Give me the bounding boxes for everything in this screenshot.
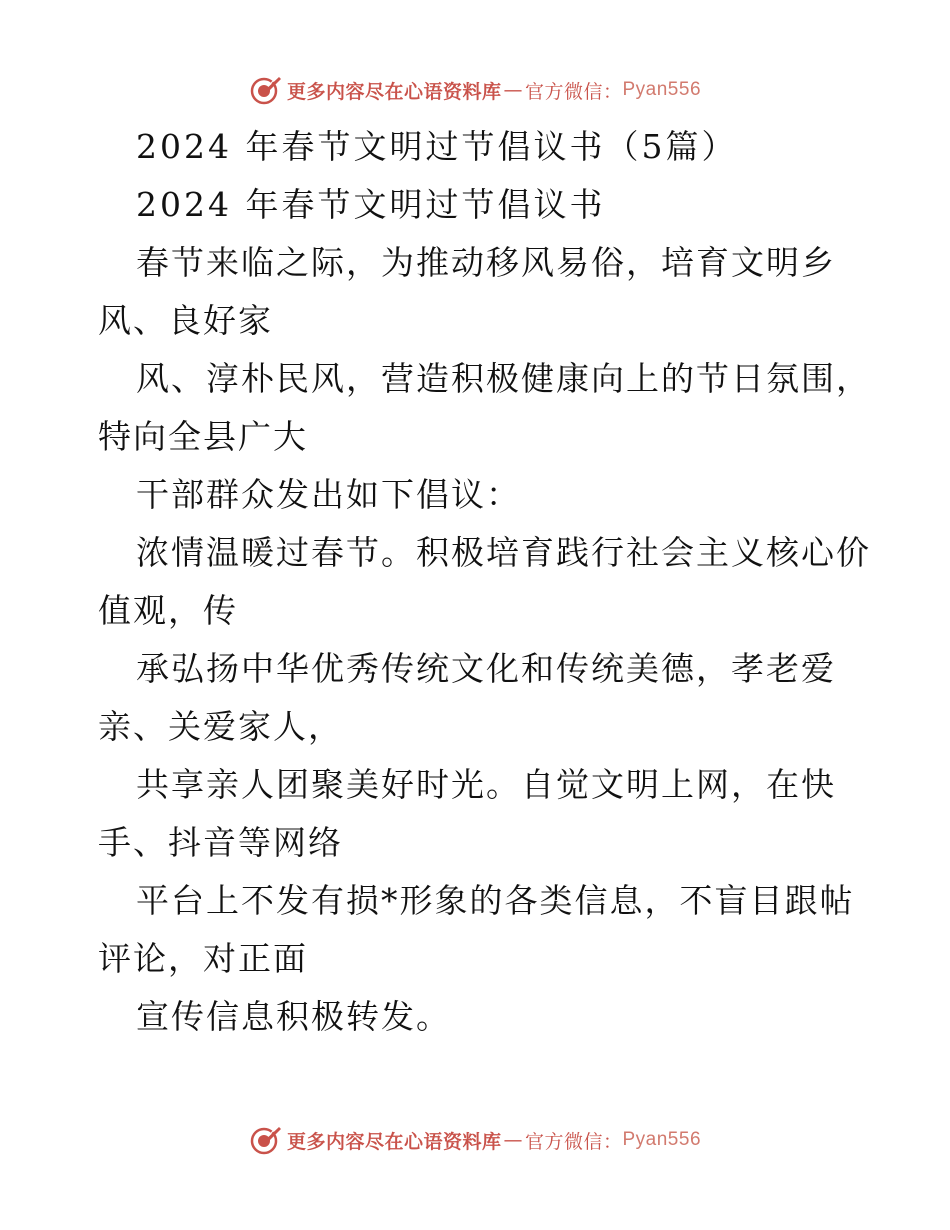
- paragraph-line: 干部群众发出如下倡议：: [136, 475, 521, 514]
- watermark-wechat-label: 官方微信：: [524, 1130, 623, 1153]
- watermark-separator: —: [503, 1129, 523, 1151]
- watermark-wechat-id: Pyan556: [622, 1129, 702, 1150]
- document-body: [98, 118, 871, 1046]
- quill-seal-icon: [249, 73, 283, 107]
- footer-watermark: [0, 1120, 950, 1160]
- paragraph-line: 共享亲人团聚美好时光。自觉文明上网，在快: [136, 765, 836, 804]
- paragraph-line: 春节来临之际，为推动移风易俗，培育文明乡: [136, 243, 836, 282]
- quill-seal-icon: [249, 1123, 283, 1157]
- paragraph-line: 宣传信息积极转发。: [136, 997, 451, 1036]
- watermark-text: 更多内容尽在心语资料库: [286, 1130, 502, 1153]
- watermark-text: 更多内容尽在心语资料库: [286, 80, 502, 103]
- document-subtitle: 2024 年春节文明过节倡议书: [136, 185, 606, 224]
- paragraph-line: 承弘扬中华优秀传统文化和传统美德，孝老爱: [136, 649, 836, 688]
- paragraph-line: 风、淳朴民风，营造积极健康向上的节日氛围，: [136, 359, 871, 398]
- paragraph-line: 亲、关爱家人，: [98, 707, 343, 746]
- watermark-wechat-label: 官方微信：: [524, 80, 623, 103]
- paragraph-line: 评论，对正面: [98, 939, 308, 978]
- paragraph-line: 手、抖音等网络: [98, 823, 343, 862]
- paragraph-line: 特向全县广大: [98, 417, 308, 456]
- paragraph-line: 平台上不发有损*形象的各类信息，不盲目跟帖: [136, 881, 855, 920]
- watermark-wechat-id: Pyan556: [622, 79, 702, 100]
- header-watermark: [0, 70, 950, 110]
- document-title: 2024 年春节文明过节倡议书（5篇）: [136, 127, 738, 166]
- watermark-separator: —: [503, 79, 523, 101]
- paragraph-line: 风、良好家: [98, 301, 273, 340]
- paragraph-line: 浓情温暖过春节。积极培育践行社会主义核心价: [136, 533, 871, 572]
- paragraph-line: 值观，传: [98, 591, 238, 630]
